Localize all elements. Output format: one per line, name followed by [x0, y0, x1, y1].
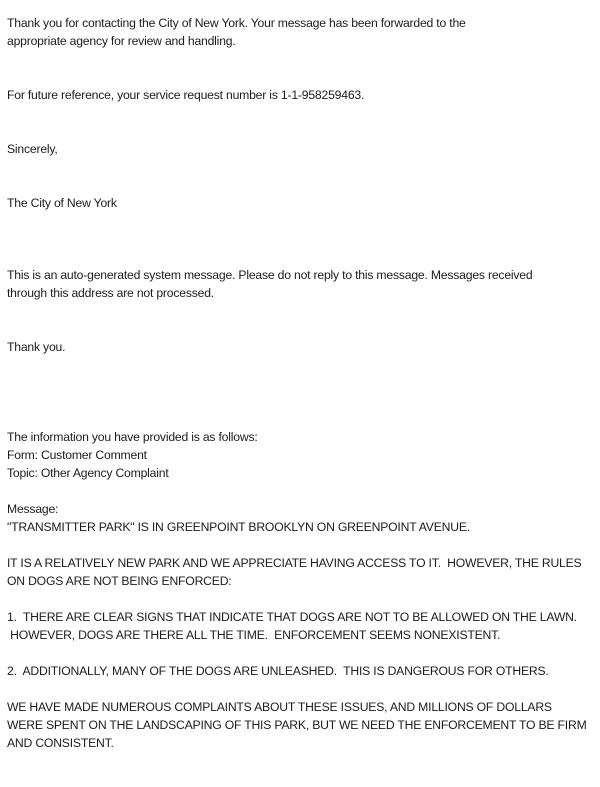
blank-line — [7, 302, 594, 320]
complaint-item-1-line-2: HOWEVER, DOGS ARE THERE ALL THE TIME. ENFORCEMENT SEEMS NONEXISTENT. — [7, 628, 501, 642]
blank-line — [7, 248, 594, 266]
blank-line — [7, 320, 594, 338]
signoff-line: Sincerely, — [7, 142, 58, 156]
provided-info-header-line: The information you have provided is as follows: — [7, 430, 258, 444]
message-park-intro-line-2: ON DOGS ARE NOT BEING ENFORCED: — [7, 574, 232, 588]
message-label-line: Message: — [7, 502, 59, 516]
blank-line — [7, 68, 594, 86]
auto-reply-notice-line-2: through this address are not processed. — [7, 286, 214, 300]
blank-line — [7, 212, 594, 230]
form-line: Form: Customer Comment — [7, 448, 147, 462]
blank-line — [7, 680, 594, 698]
blank-line — [7, 230, 594, 248]
topic-line: Topic: Other Agency Complaint — [7, 466, 169, 480]
blank-line — [7, 158, 594, 176]
blank-line — [7, 392, 594, 410]
thank-you-line: Thank you. — [7, 340, 66, 354]
complaint-item-2-line: 2. ADDITIONALLY, MANY OF THE DOGS ARE UNLEASHED. THIS IS DANGEROUS FOR OTHERS. — [7, 664, 549, 678]
blank-line — [7, 590, 594, 608]
blank-line — [7, 410, 594, 428]
reference-number-line: For future reference, your service request number is 1-1-958259463. — [7, 88, 365, 102]
blank-line — [7, 176, 594, 194]
closing-statement-line-2: WERE SPENT ON THE LANDSCAPING OF THIS PARK, BUT WE NEED THE ENFORCEMENT TO BE FIRM — [7, 718, 587, 732]
closing-statement-line-1: WE HAVE MADE NUMEROUS COMPLAINTS ABOUT THESE ISSUES, AND MILLIONS OF DOLLARS — [7, 700, 552, 714]
blank-line — [7, 122, 594, 140]
sender-line: The City of New York — [7, 196, 117, 210]
complaint-item-1-line-1: 1. THERE ARE CLEAR SIGNS THAT INDICATE THAT DOGS ARE NOT TO BE ALLOWED ON THE LAWN. — [7, 610, 577, 624]
message-park-location-line: "TRANSMITTER PARK" IS IN GREENPOINT BROOKLYN ON GREENPOINT AVENUE. — [7, 520, 470, 534]
blank-line — [7, 104, 594, 122]
greeting-line-1: Thank you for contacting the City of New York. Your message has been forwarded to the — [7, 16, 466, 30]
message-park-intro-line-1: IT IS A RELATIVELY NEW PARK AND WE APPRECIATE HAVING ACCESS TO IT. HOWEVER, THE RULES — [7, 556, 582, 570]
blank-line — [7, 50, 594, 68]
auto-reply-notice-line-1: This is an auto-generated system message. Please do not reply to this message. Messages received — [7, 268, 533, 282]
blank-line — [7, 356, 594, 374]
blank-line — [7, 374, 594, 392]
greeting-line-2: appropriate agency for review and handling. — [7, 34, 236, 48]
closing-statement-line-3: AND CONSISTENT. — [7, 736, 114, 750]
blank-line — [7, 482, 594, 500]
blank-line — [7, 536, 594, 554]
blank-line — [7, 644, 594, 662]
